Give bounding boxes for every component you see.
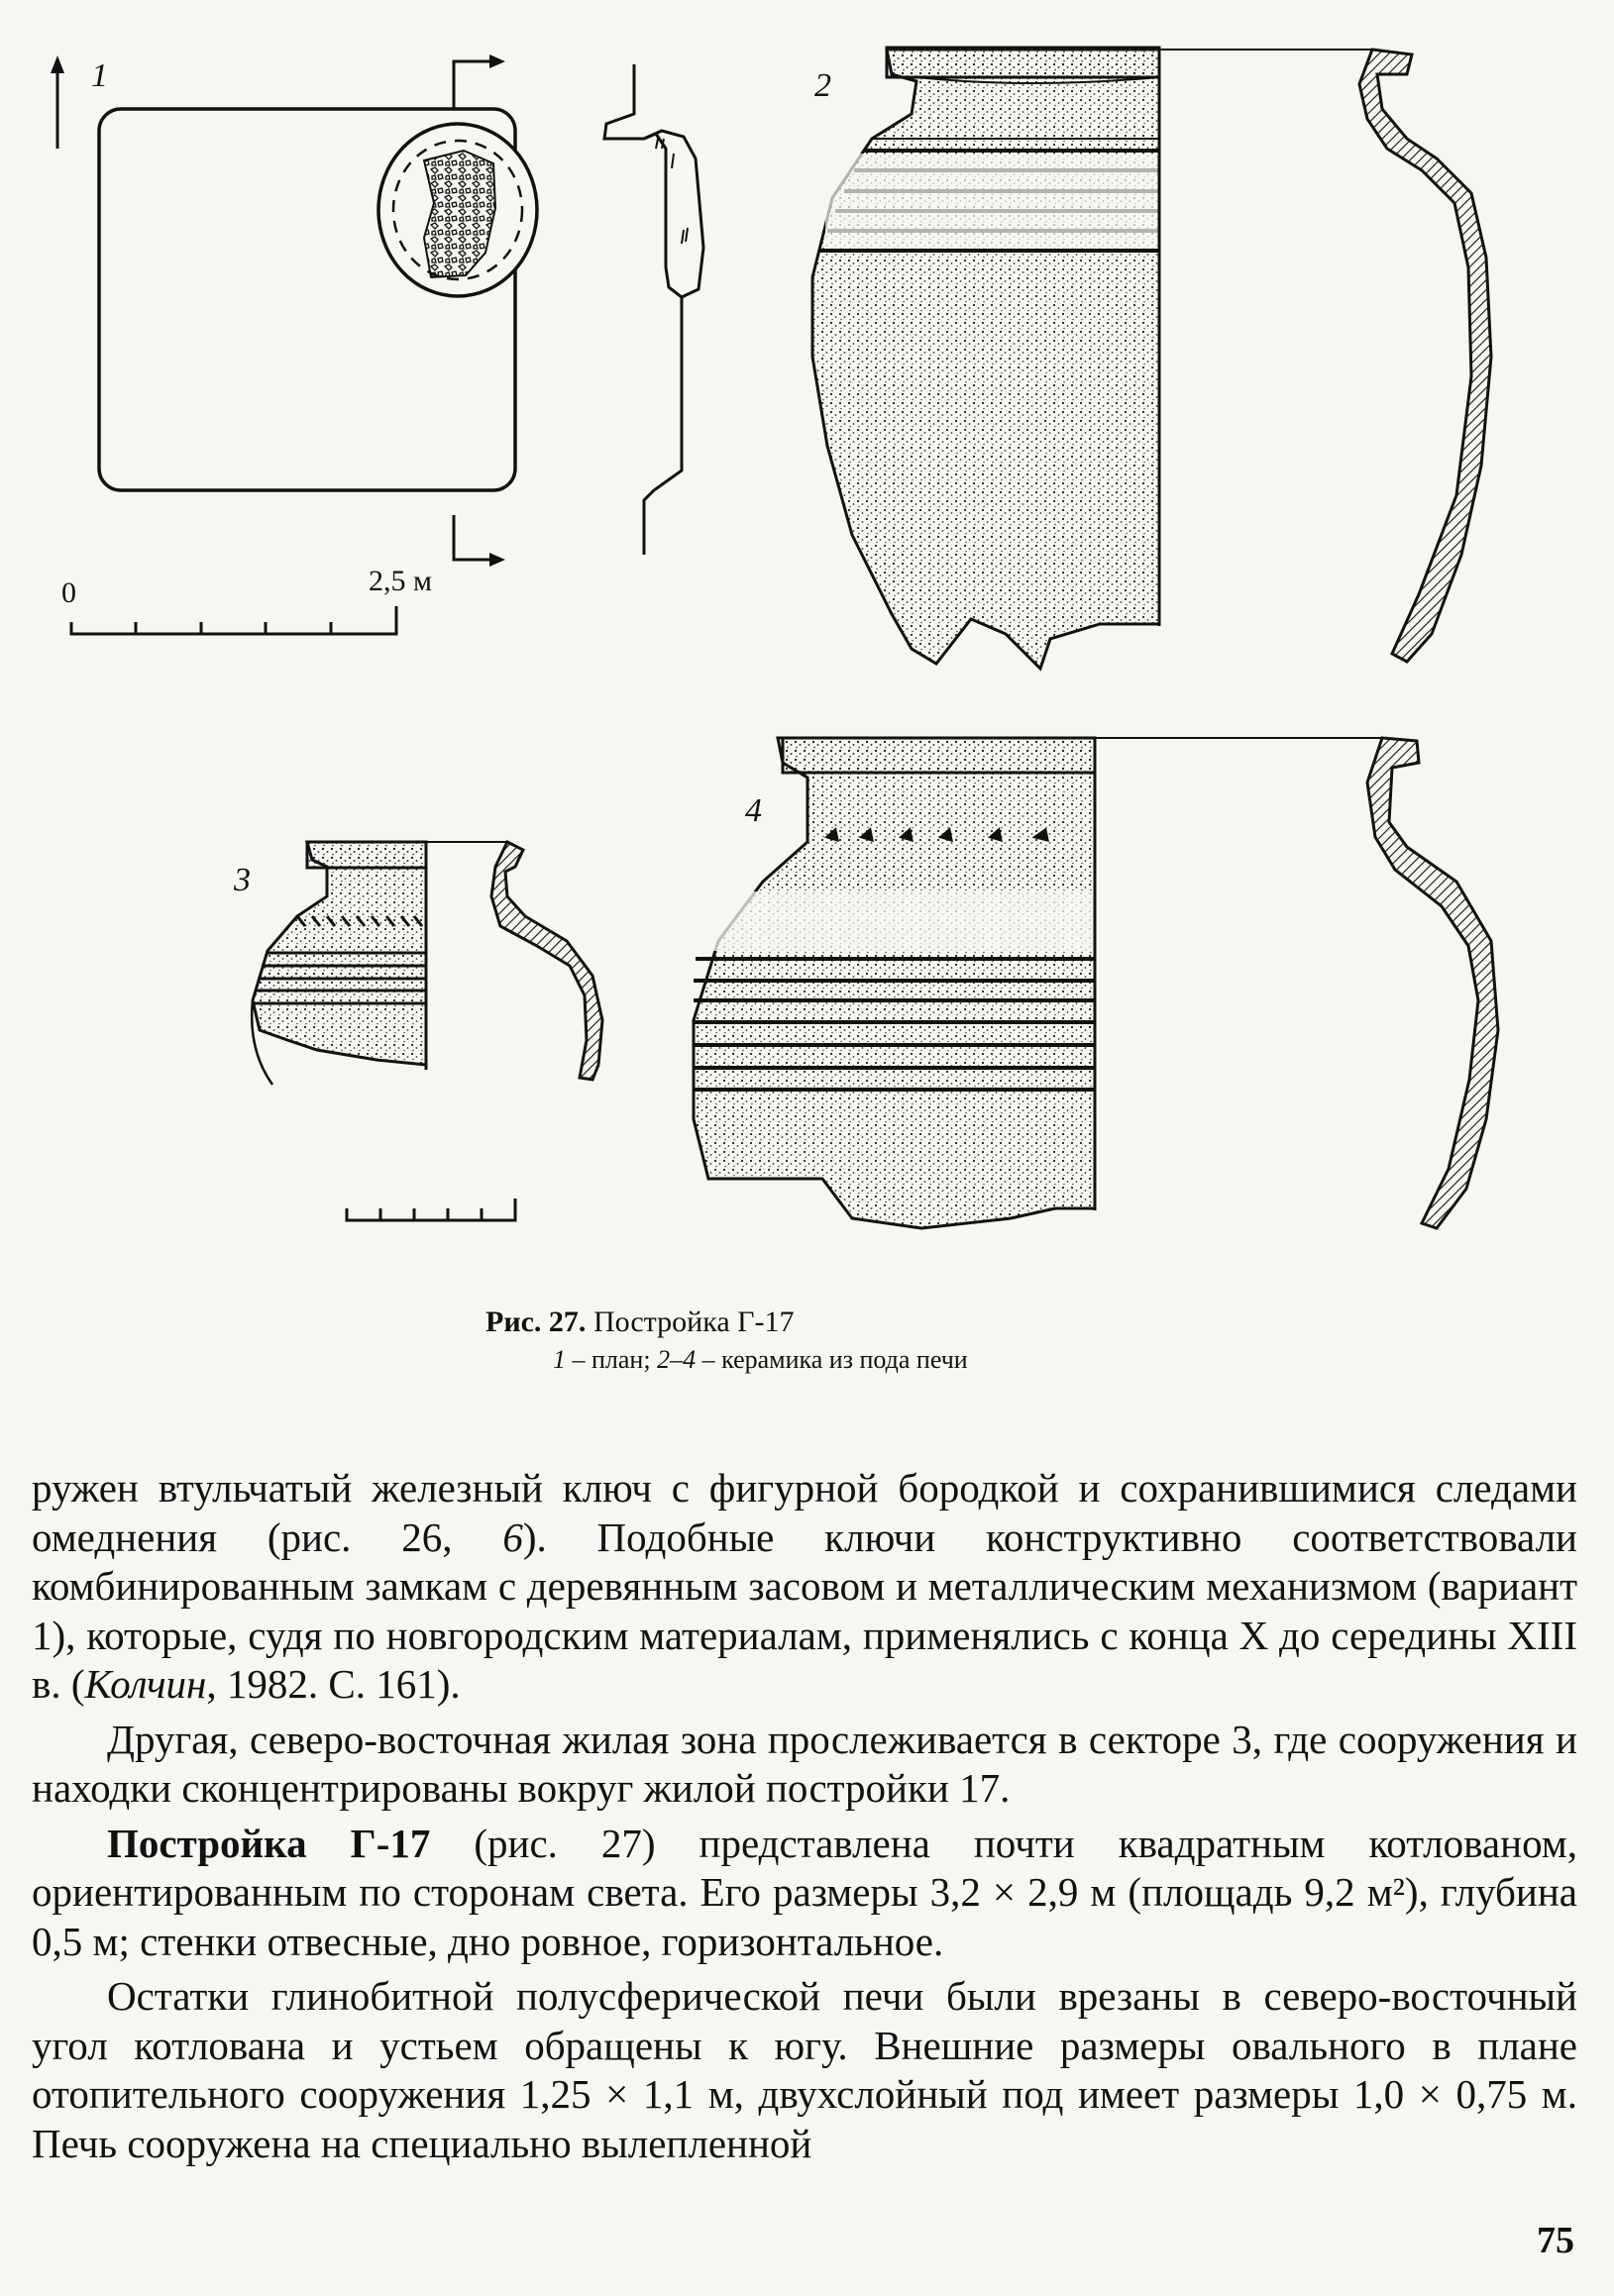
vessel-4: [694, 738, 1498, 1228]
north-arrow-icon: [51, 55, 64, 73]
paragraph-3-heading: Постройка Г-17: [107, 1820, 431, 1866]
caption-figure-number: Рис. 27.: [485, 1305, 587, 1338]
caption-text-2: – керамика из пода печи: [696, 1345, 968, 1374]
caption-ref-1: 1: [553, 1345, 566, 1374]
figure-label-1: 1: [91, 57, 108, 94]
paragraph-3-text: (рис. 27) представлена почти квадратным котлованом, ориентированным по сторонам света. Его размеры 3,2 × 2,9 м (площадь 9,2 м²), глубина 0,5 м; стенки отвесные, дно ровное, горизонтальное.: [32, 1820, 1577, 1964]
scale-end-label: 2,5 м: [369, 565, 432, 597]
scale-start-label: 0: [61, 576, 76, 609]
paragraph-2: Другая, северо-восточная жилая зона прослеживается в секторе 3, где сооружения и находки сконцентрированы вокруг жилой постройки 17.: [32, 1716, 1577, 1811]
page-number: 75: [1537, 2220, 1574, 2261]
body-text: [32, 1464, 1577, 2168]
paragraph-1-part-c: ). Подобные ключи конструктивно соответствовали комбинированным замкам с деревянным засовом и металлическим механизмом (вариант 1), которые, судя по новгородским материалам, применялись с конца X до середины XIII в. (: [32, 1513, 1578, 1707]
vessel-3: [252, 842, 602, 1220]
vessel-2: [812, 48, 1491, 669]
figure-caption-legend: [553, 1345, 968, 1375]
figure-label-2: 2: [814, 67, 831, 104]
paragraph-1-part-a: ружен втульчатый железный ключ с фигурной бородкой и сохранившимися следами омеднения (рис. 26,: [32, 1465, 1577, 1560]
paragraph-1-part-e: , 1982. С. 161).: [206, 1661, 461, 1707]
paragraph-1: [32, 1464, 1577, 1710]
figure-caption-title: [485, 1305, 794, 1339]
figure-label-4: 4: [745, 792, 762, 829]
caption-ref-2: 2–4: [657, 1345, 697, 1374]
figure-label-3: 3: [234, 862, 251, 898]
paragraph-1-author: Колчин: [84, 1661, 207, 1707]
paragraph-3: [32, 1820, 1577, 1967]
plan-drawing: [51, 54, 703, 634]
caption-figure-title: Постройка Г-17: [586, 1305, 795, 1338]
paragraph-1-ref: 6: [502, 1513, 523, 1560]
paragraph-4: Остатки глинобитной полусферической печи были врезаны в северо-восточный угол котлована и устьем обращены к югу. Внешние размеры овального в плане отопительного сооружения 1,25 × 1,1 м, двухслойный под имеет размеры 1,0 × 0,75 м. Печь сооружена на специально вылепленной: [32, 1973, 1577, 2166]
caption-text-1: – план;: [566, 1345, 658, 1374]
